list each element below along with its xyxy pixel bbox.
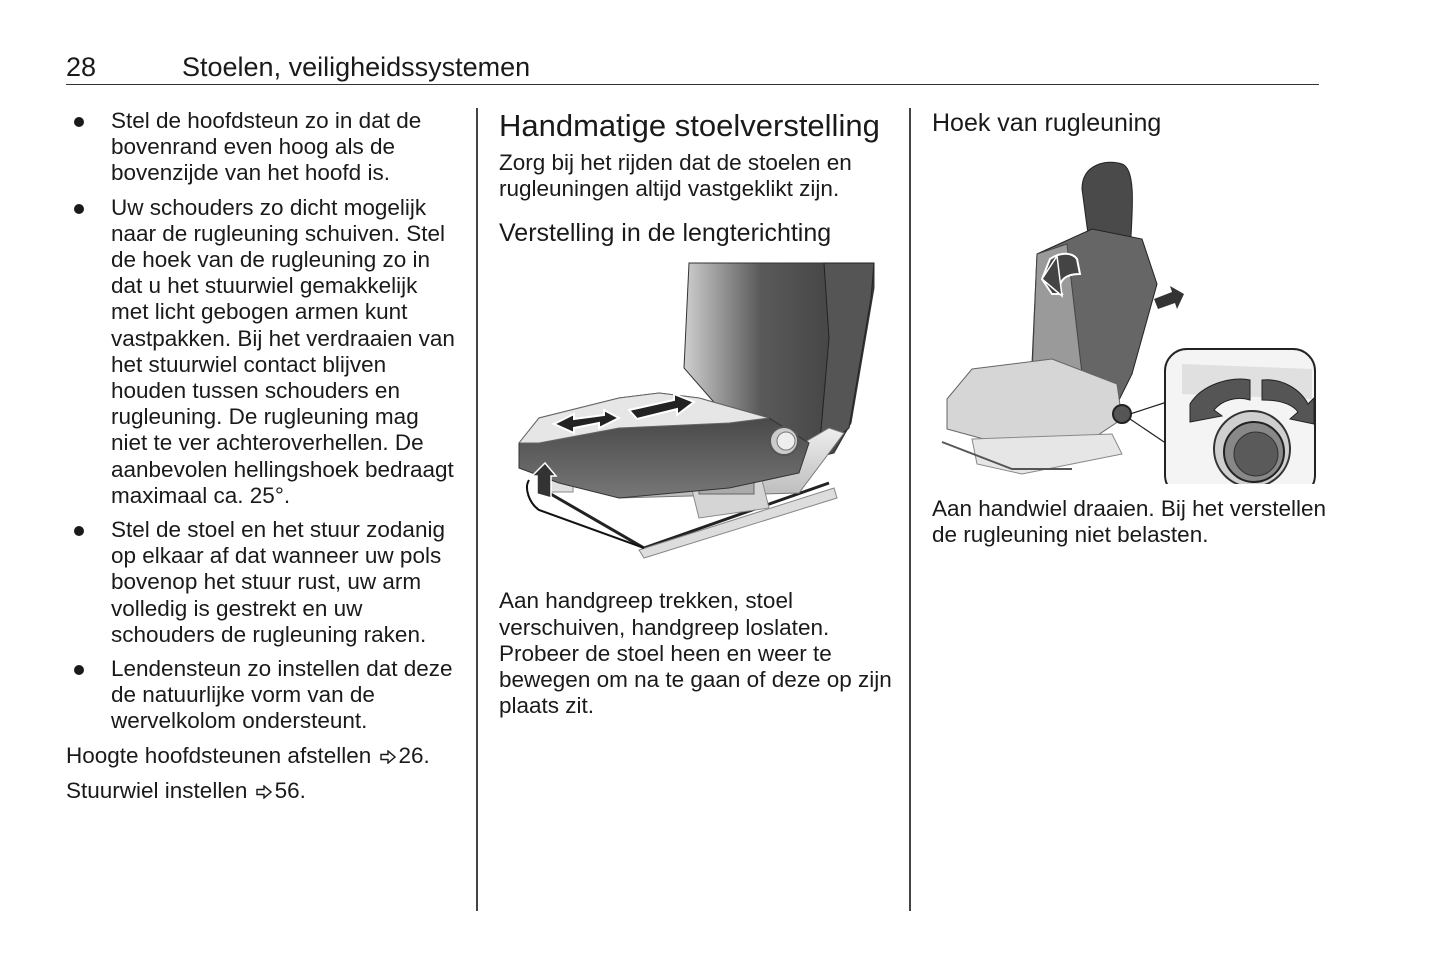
section-title: Handmatige stoelverstelling [499,108,880,143]
chapter-title: Stoelen, veiligheidssystemen [182,52,531,82]
bullet-icon [74,117,84,127]
bullet-icon [74,526,84,536]
column-left [66,108,461,813]
page-reference-arrow-icon [256,785,272,799]
column-middle [499,108,894,728]
figure-caption: Aan handwiel draaien. Bij het verstellen de rugleuning niet belasten. [932,496,1326,548]
intro-text: Zorg bij het rijden dat de stoelen en rugleuningen altijd vastgeklikt zijn. [499,150,852,202]
seatback-angle-handwheel-illustration [932,144,1327,484]
seat-longitudinal-adjustment-illustration [499,258,894,588]
column-right [932,108,1327,557]
figure-caption: Aan handgreep trekken, stoel verschuiven, handgreep loslaten. Probeer de stoel heen en weer te bewegen om na te gaan of deze op zijn plaats zit. [499,588,892,719]
list-item: Stel de stoel en het stuur zodanig op elkaar af dat wanneer uw pols bovenop het stuur rust, uw arm volledig is gestrekt en uw schouders de rugleuning raken. [66,517,461,648]
cross-reference[interactable]: Hoogte hoofdsteunen afstellen 26. [66,742,430,768]
instruction-list [66,108,461,735]
list-item: Stel de hoofdsteun zo in dat de bovenrand even hoog als de bovenzijde van het hoofd is. [66,108,461,187]
subsection-title: Verstelling in de lengterichting [499,219,832,248]
subsection-title: Hoek van rugleuning [932,109,1162,137]
page-header [66,50,1319,85]
page-reference-arrow-icon [380,750,396,764]
list-item: Uw schouders zo dicht mogelijk naar de rugleuning schuiven. Stel de hoek van de rugleuning zo in dat u het stuurwiel gemakkelijk met licht gebogen armen kunt vastpakken. Bij het verdraaien van het stuurwiel contact blijven houden tussen schouders en rugleuning. De rugleuning mag niet te ver achteroverhellen. De aanbevolen hellingshoek bedraagt maximaal ca. 25°. [66,195,461,509]
column-divider [476,108,478,911]
seatback-angle-figure [932,144,1327,484]
seat-slide-figure [499,258,894,588]
page-number: 28 [66,52,97,82]
bullet-icon [74,665,84,675]
cross-reference[interactable]: Stuurwiel instellen 56. [66,777,306,803]
column-divider [909,108,911,911]
bullet-icon [74,204,84,214]
list-item: Lendensteun zo instellen dat deze de natuurlijke vorm van de wervelkolom ondersteunt. [66,656,461,735]
